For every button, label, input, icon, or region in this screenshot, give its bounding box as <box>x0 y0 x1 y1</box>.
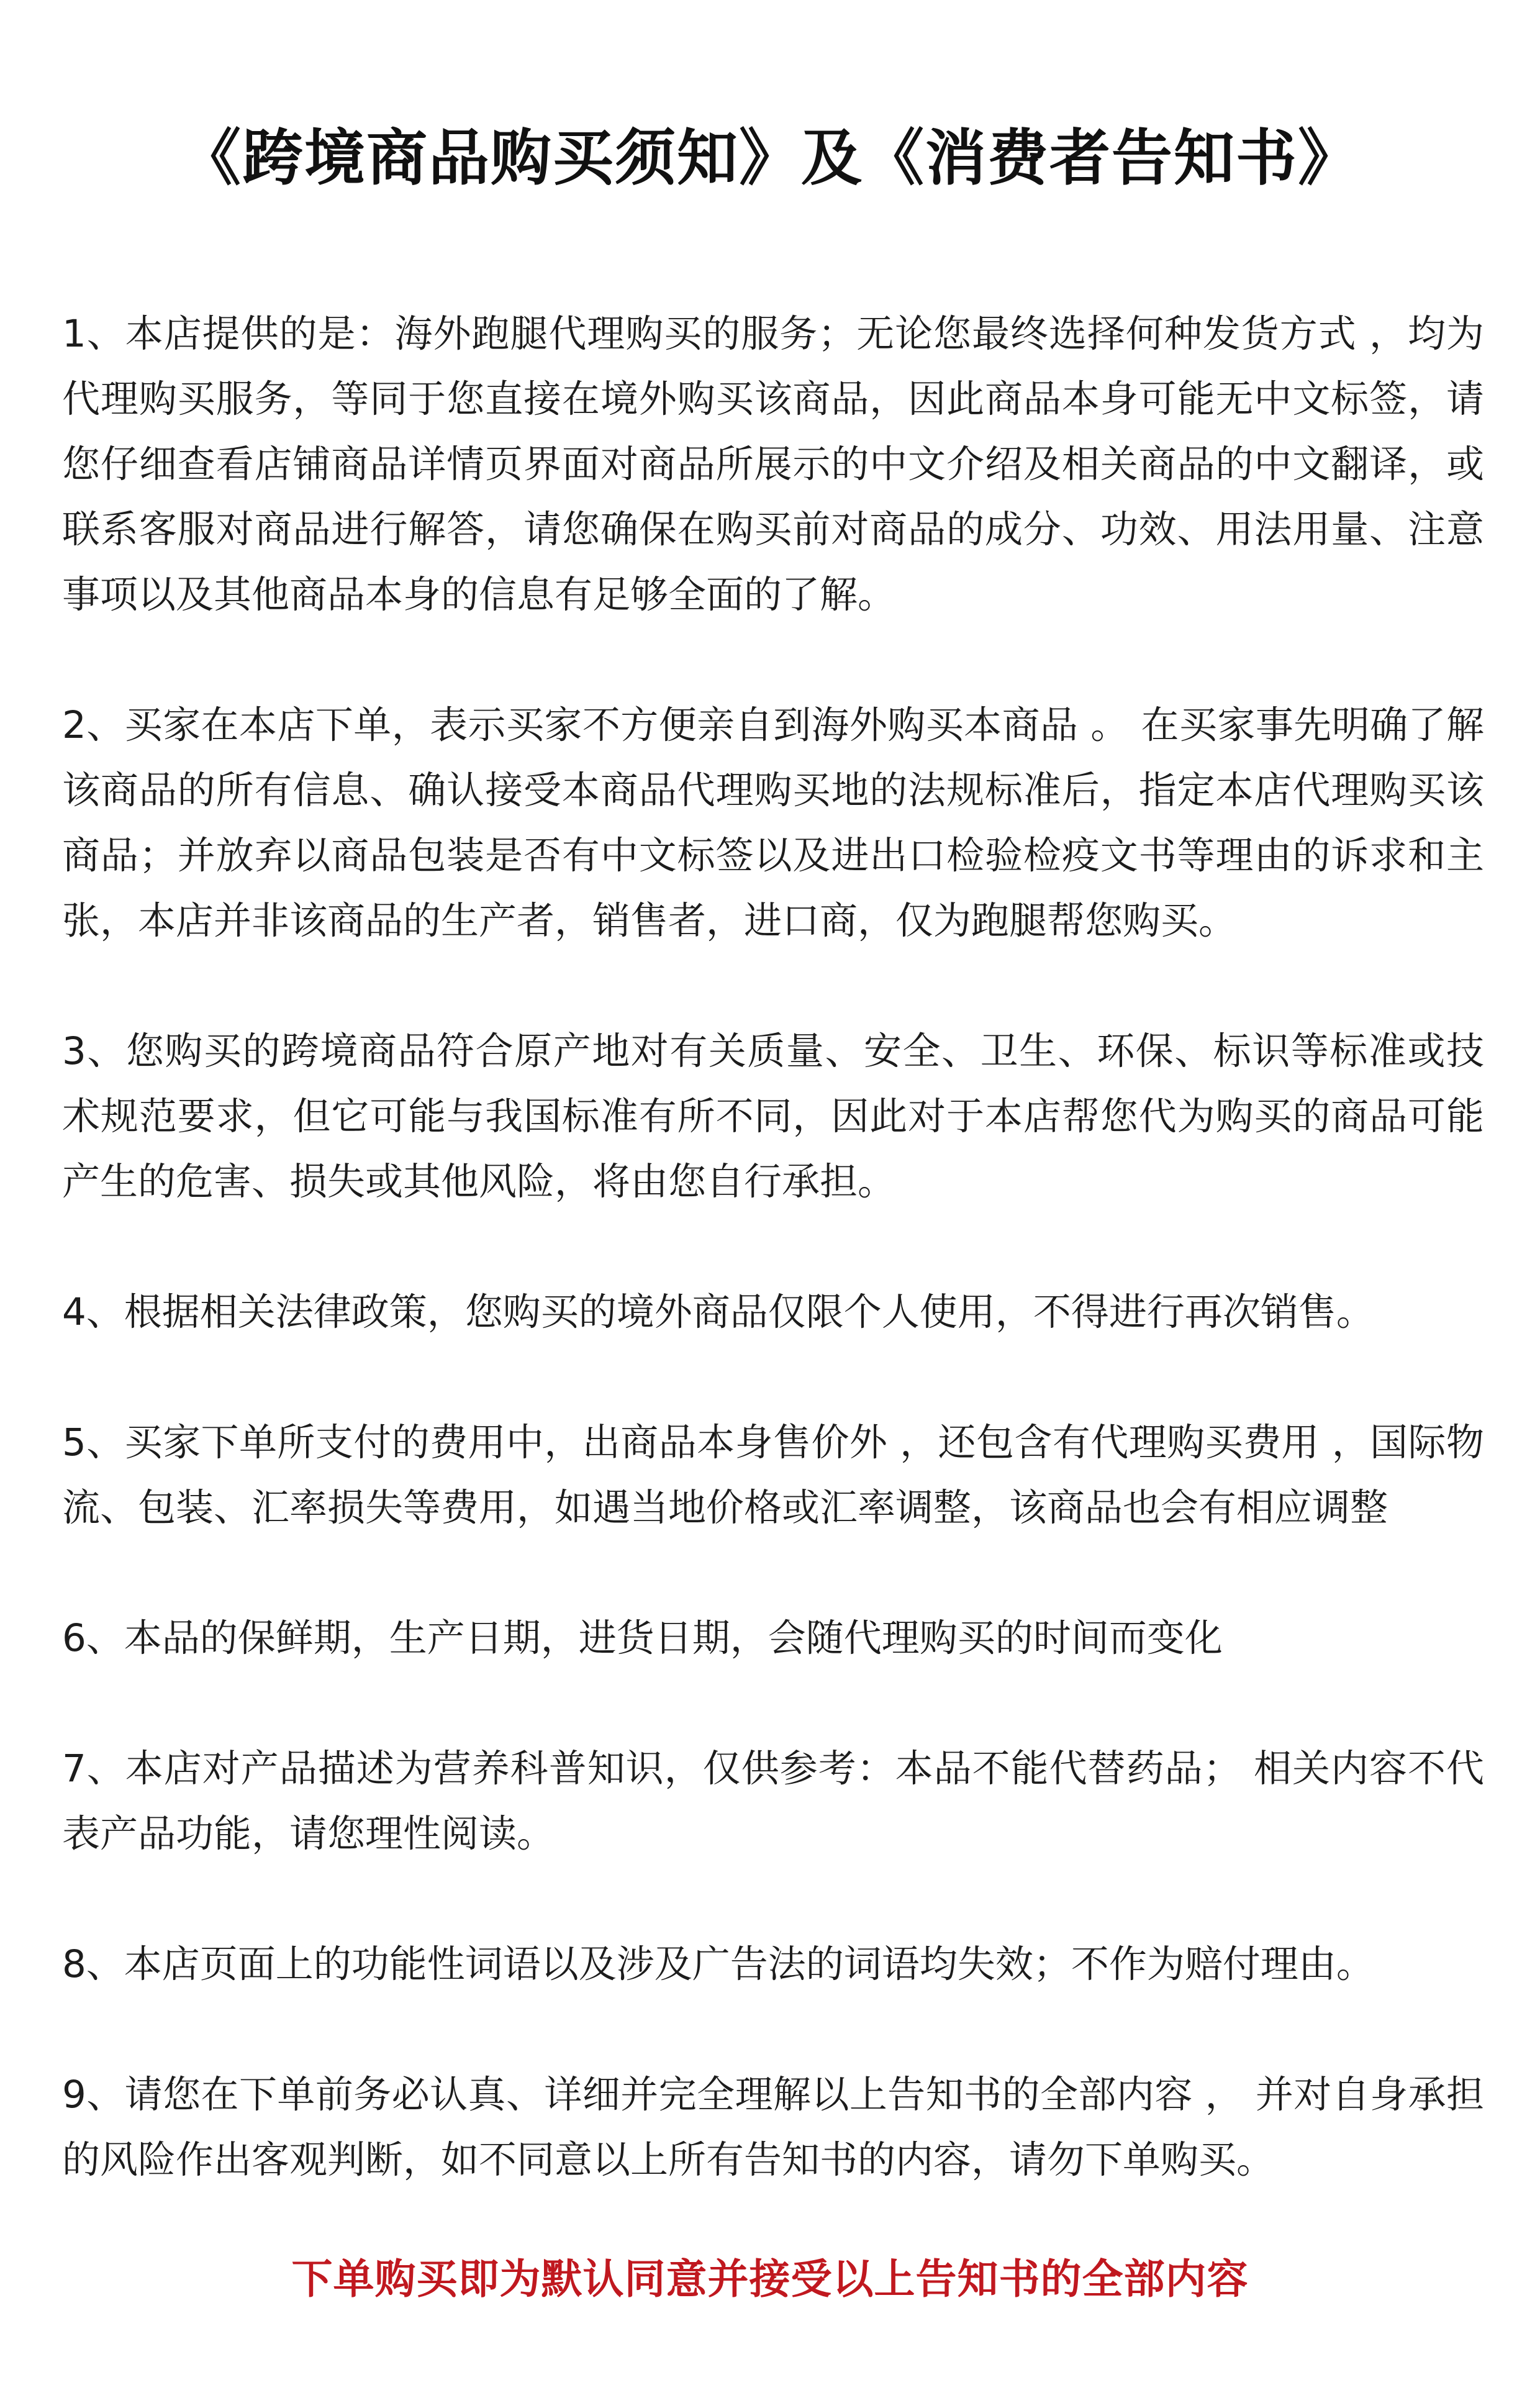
page-title: 《跨境商品购买须知》及《消费者告知书》 <box>179 123 1360 194</box>
notice-item-2: 2、买家在本店下单，表示买家不方便亲自到海外购买本商品 。 在买家事先明确了解该商品的所有信息、确认接受本商品代理购买地的法规标准后，指定本店代理购买该商品；并放弃以商品包装是否有中文标签以及进出口检验检疫文书等理由的诉求和主张，本店并非该商品的生产者，销售者，进口商，仅为跑腿帮您购买。 <box>62 703 1484 943</box>
notice-item-8: 8、本店页面上的功能性词语以及涉及广告法的词语均失效；不作为赔付理由。 <box>62 1942 1374 1986</box>
notice-item-7: 7、本店对产品描述为营养科普知识，仅供参考：本品不能代替药品； 相关内容不代表产品功能，请您理性阅读。 <box>62 1747 1484 1856</box>
notice-item-1: 1、本店提供的是：海外跑腿代理购买的服务；无论您最终选择何种发货方式 ，均为代理购买服务，等同于您直接在境外购买该商品，因此商品本身可能无中文标签，请您仔细查看店铺商品详情页界面对商品所展示的中文介绍及相关商品的中文翻译，或联系客服对商品进行解答，请您确保在购买前对商品的成分、功效、用法用量、注意事项以及其他商品本身的信息有足够全面的了解。 <box>62 312 1484 617</box>
notice-item-4: 4、根据相关法律政策，您购买的境外商品仅限个人使用，不得进行再次销售。 <box>62 1290 1374 1334</box>
notice-item-9: 9、请您在下单前务必认真、详细并完全理解以上告知书的全部内容 ， 并对自身承担的风险作出客观判断，如不同意以上所有告知书的内容，请勿下单购买。 <box>62 2073 1484 2182</box>
notice-list <box>62 301 1484 2192</box>
notice-item-6: 6、本品的保鲜期，生产日期，进货日期，会随代理购买的时间而变化 <box>62 1616 1223 1660</box>
consent-footer: 下单购买即为默认同意并接受以上告知书的全部内容 <box>291 2255 1249 2303</box>
notice-item-3: 3、您购买的跨境商品符合原产地对有关质量、安全、卫生、环保、标识等标准或技术规范要求，但它可能与我国标准有所不同，因此对于本店帮您代为购买的商品可能产生的危害、损失或其他风险，将由您自行承担。 <box>62 1029 1484 1204</box>
notice-item-5: 5、买家下单所支付的费用中，出商品本身售价外 ，还包含有代理购买费用 ，国际物流、包装、汇率损失等费用，如遇当地价格或汇率调整，该商品也会有相应调整 <box>62 1420 1484 1530</box>
